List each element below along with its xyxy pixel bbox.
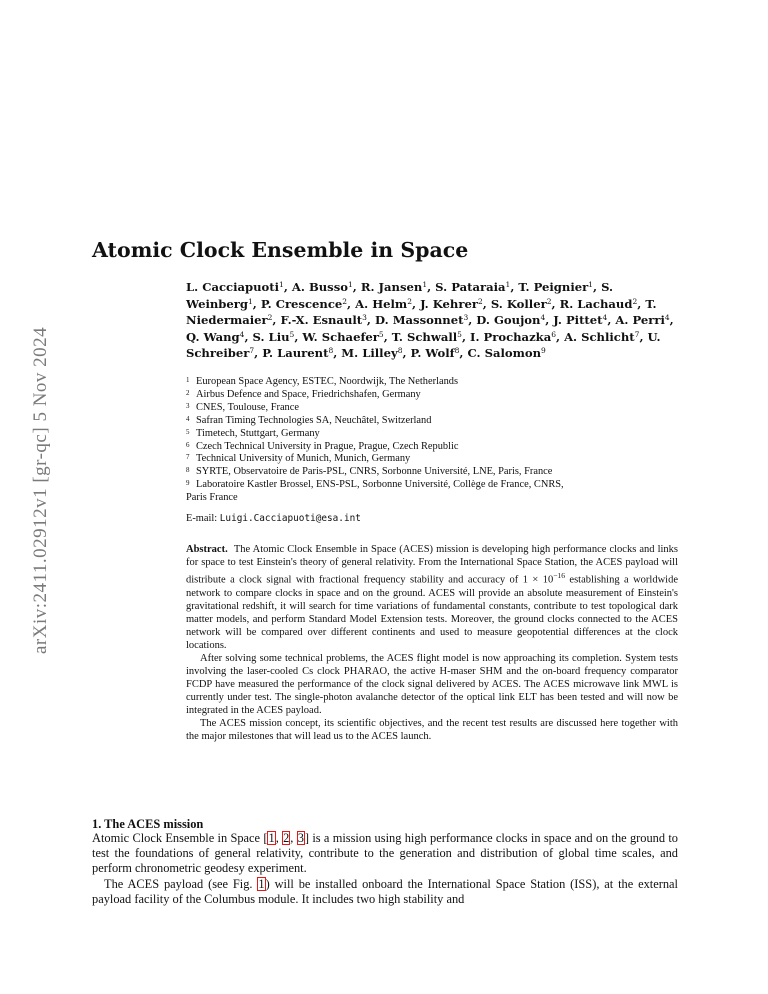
author-affiliation-marker: 2: [342, 296, 348, 306]
author-affiliation-marker: 8: [397, 346, 403, 355]
affiliation-number: 3: [186, 401, 190, 410]
author-entry: [186, 330, 244, 344]
author-entry: [420, 297, 483, 311]
author-entry: [375, 313, 468, 327]
author-affiliation-marker: 2: [407, 296, 412, 306]
author-name: T. Peignier: [518, 280, 589, 294]
author-affiliation-marker: 6: [551, 329, 556, 339]
author-name: J. Kehrer: [420, 296, 478, 311]
author-affiliation-marker: 8: [454, 346, 460, 355]
author-affiliation-marker: 4: [239, 329, 245, 339]
author-entry: [435, 280, 510, 294]
affiliation-item: [186, 466, 678, 479]
author-entry: [491, 297, 552, 311]
abstract-paragraph-1: [186, 543, 678, 652]
affiliation-number: 9: [186, 479, 190, 488]
author-name: D. Massonnet: [375, 313, 464, 327]
author-affiliation-marker: 1: [505, 280, 511, 289]
affiliation-number: 6: [186, 440, 190, 449]
body-p2-text-a: The ACES payload (see Fig.: [104, 876, 258, 891]
author-entry: [253, 330, 295, 344]
contact-email: [186, 513, 361, 524]
affiliation-text: European Space Agency, ESTEC, Noordwijk, The Netherlands: [196, 376, 459, 387]
author-entry: [355, 297, 412, 311]
author-entry: [281, 313, 367, 327]
author-entry: [361, 280, 427, 294]
paper-title: Atomic Clock Ensemble in Space: [92, 238, 469, 262]
arxiv-identifier-stamp[interactable]: arXiv:2411.02912v1 [gr-qc] 5 Nov 2024: [30, 326, 51, 655]
author-name: C. Salomon: [467, 346, 542, 360]
abstract-paragraph-3: The ACES mission concept, its scientific objectives, and the recent test results are discussed here together with the major milestones that will lead us to the ACES launch.: [186, 718, 678, 743]
abstract-p1-text-a: The Atomic Clock Ensemble in Space (ACES) mission is developing high performance clocks and links for space to test Einstein's theory of general relativity. From the International Space Station, the ACES payload will distribute a clock signal with fractional frequency stability and accuracy of 1 × 10: [186, 544, 678, 586]
author-name: R. Jansen: [360, 280, 423, 294]
author-name: S. Weinberg: [186, 280, 614, 311]
citation-link[interactable]: 2: [283, 831, 290, 845]
affiliation-text: Czech Technical University in Prague, Prague, Czech Republic: [196, 440, 459, 452]
affiliation-number: 7: [186, 453, 190, 462]
author-name: A. Busso: [291, 280, 348, 294]
author-name: I. Prochazka: [470, 329, 552, 344]
author-name: T. Niedermaier: [186, 296, 657, 327]
affiliation-item: [186, 389, 678, 402]
author-entry: [302, 330, 383, 344]
affiliation-number: 1: [186, 376, 190, 384]
author-affiliation-marker: 9: [541, 346, 546, 355]
author-affiliation-marker: 5: [457, 329, 462, 339]
author-name: A. Perri: [615, 313, 665, 327]
author-name: W. Schaefer: [302, 329, 379, 344]
author-entry: [292, 280, 353, 294]
author-entry: [341, 346, 402, 360]
abstract-p1-text-b: establishing a worldwide network to compare clocks in space and on the ground. ACES will provide an absolute measurement of Einstein's gravitational redshift, it will search for time variations of fundamental constants, contribute to test topological dark matter models, and perform Standard Model Extension tests. Moreover, the ground clocks connected to the ACES network will be compared over different continents and used to measure geopotential differences at the clock locations.: [186, 574, 678, 651]
affiliation-item: [186, 441, 678, 454]
author-affiliation-marker: 5: [378, 329, 384, 339]
body-paragraph-1: Atomic Clock Ensemble in Space [1, 2, 3] is a mission using high performance clocks in space and on the ground to test the foundations of general relativity, contribute to the generation and distribution of global time scales, and perform chronometric geodesy experiment.: [92, 831, 678, 876]
affiliation-item: [186, 402, 678, 415]
author-name: F.-X. Esnault: [280, 313, 363, 327]
author-affiliation-marker: 5: [289, 329, 295, 339]
author-affiliation-marker: 1: [279, 280, 284, 289]
author-name: A. Helm: [355, 296, 408, 311]
author-entry: [518, 280, 593, 294]
abstract: [186, 543, 678, 743]
affiliation-item: [186, 415, 678, 428]
author-affiliation-marker: 8: [328, 346, 334, 355]
author-name: P. Laurent: [262, 346, 329, 360]
author-name: R. Lachaud: [559, 296, 633, 311]
author-name: S. Liu: [252, 329, 290, 344]
author-name: Q. Wang: [186, 329, 240, 344]
affiliation-text: Technical University of Munich, Munich, Germany: [196, 453, 411, 465]
author-list: L. Cacciapuoti$^1$, A. Busso$^1$, R. Jansen$^1$, S. Pataraia$^1$, T. Peignier$^1$, S. Weinberg$^1$, P. Crescence$^2$, A. Helm$^2$, J. Kehrer$^2$, S. Koller$^2$, R. Lachaud$^2$, T. Niedermaier$^2$, F.-X. Esnault$^3$, D. Massonnet$^3$, D. Goujon$^4$, J. Pittet$^4$, A. Perri$^4$, Q. Wang$^4$, S. Liu$^5$, W. Schaefer$^5$, T. Schwall$^5$, I. Prochazka$^6$, A. Schlicht$^7$, U. Schreiber$^7$, P. Laurent$^8$, M. Lilley$^8$, P. Wolf$^8$, C. Salomon$^9$: [186, 280, 674, 360]
affiliation-text: CNES, Toulouse, France: [196, 401, 299, 413]
author-affiliation-marker: 7: [249, 346, 255, 355]
author-name: T. Schwall: [391, 329, 458, 344]
author-entry: [615, 313, 669, 327]
affiliation-item: [186, 376, 678, 389]
author-name: P. Wolf: [410, 346, 455, 360]
affiliation-item: [186, 453, 678, 466]
affiliation-text: Airbus Defence and Space, Friedrichshafen, Germany: [196, 388, 421, 400]
author-name: J. Pittet: [553, 313, 603, 327]
author-entry: [392, 330, 462, 344]
affiliation-number: 8: [186, 466, 190, 475]
body-paragraph-2: [92, 877, 678, 907]
section-heading: 1. The ACES mission: [92, 817, 204, 831]
author-affiliation-marker: 1: [247, 296, 253, 306]
affiliation-text: Timetech, Stuttgart, Germany: [196, 427, 320, 439]
email-label: E-mail:: [186, 513, 218, 524]
affiliation-text-continued: Paris France: [186, 492, 238, 504]
affiliation-text: Safran Timing Technologies SA, Neuchâtel, Switzerland: [196, 414, 432, 426]
abstract-exponent: −16: [553, 571, 565, 581]
affiliation-number: 5: [186, 427, 190, 436]
author-name: U. Schreiber: [186, 329, 661, 360]
author-entry: [564, 330, 639, 344]
citation-link[interactable]: 1: [268, 831, 275, 845]
author-entry: [560, 297, 638, 311]
body-p1-text-b: is a mission using high performance clocks in space and on the ground to test the foundations of general relativity, contribute to the generation and distribution of global time scales, and perform chronometric geodesy experiment.: [92, 831, 678, 876]
author-entry: [261, 297, 347, 311]
author-entry: [186, 280, 284, 294]
author-entry: [470, 330, 556, 344]
affiliation-number: 2: [186, 388, 190, 397]
author-name: M. Lilley: [341, 346, 398, 360]
section-body: [92, 831, 678, 907]
affiliation-item: [186, 479, 678, 492]
figure-reference-link[interactable]: 1: [258, 876, 265, 891]
author-name: S. Koller: [490, 296, 547, 311]
author-affiliation-marker: 1: [422, 280, 428, 289]
affiliation-number: 4: [186, 414, 190, 423]
author-affiliation-marker: 1: [347, 280, 353, 289]
abstract-paragraph-2: After solving some technical problems, the ACES flight model is now approaching its completion. System tests involving the laser-cooled Cs clock PHARAO, the active H-maser SHM and the on-board frequency comparator FCDP have measured the performance of the clock signal delivered by ACES. The ACES microwave link MWL is currently under test. The single-photon avalanche detector of the optical link ELT has been tested and will now be integrated in the ACES payload.: [186, 652, 678, 717]
author-name: P. Crescence: [260, 296, 343, 311]
affiliation-list: [186, 376, 678, 505]
body-p2-text-b: ) will be installed onboard the International Space Station (ISS), at the external payload facility of the Columbus module. It includes two high stability and: [92, 876, 678, 906]
author-affiliation-marker: 4: [664, 313, 670, 322]
affiliation-text: SYRTE, Observatoire de Paris-PSL, CNRS, Sorbonne Université, LNE, Paris, France: [196, 466, 553, 478]
author-affiliation-marker: 2: [477, 296, 483, 306]
author-affiliation-marker: 4: [540, 313, 546, 322]
author-affiliation-marker: 2: [267, 313, 273, 322]
author-affiliation-marker: 2: [632, 296, 638, 306]
author-name: S. Pataraia: [435, 280, 506, 294]
author-affiliation-marker: 3: [463, 313, 469, 322]
affiliation-text: Laboratoire Kastler Brossel, ENS-PSL, Sorbonne Université, Collège de France, CNRS,: [196, 479, 564, 491]
author-name: L. Cacciapuoti: [186, 280, 280, 294]
author-affiliation-marker: 7: [634, 329, 640, 339]
author-entry: [467, 346, 545, 360]
author-entry: [262, 346, 333, 360]
author-entry: [411, 346, 460, 360]
author-affiliation-marker: 1: [588, 280, 593, 289]
author-affiliation-marker: 2: [546, 296, 552, 306]
email-address[interactable]: Luigi.Cacciapuoti@esa.int: [219, 513, 361, 524]
author-name: D. Goujon: [476, 313, 541, 327]
affiliation-item: [186, 428, 678, 441]
author-entry: [553, 313, 607, 327]
abstract-label: Abstract.: [186, 544, 228, 555]
author-affiliation-marker: 3: [362, 313, 367, 322]
body-p1-text-a: Atomic Clock Ensemble in Space: [92, 831, 264, 845]
author-name: A. Schlicht: [564, 329, 635, 344]
author-affiliation-marker: 4: [602, 313, 608, 322]
citation-link[interactable]: 3: [297, 831, 304, 845]
author-entry: [476, 313, 545, 327]
